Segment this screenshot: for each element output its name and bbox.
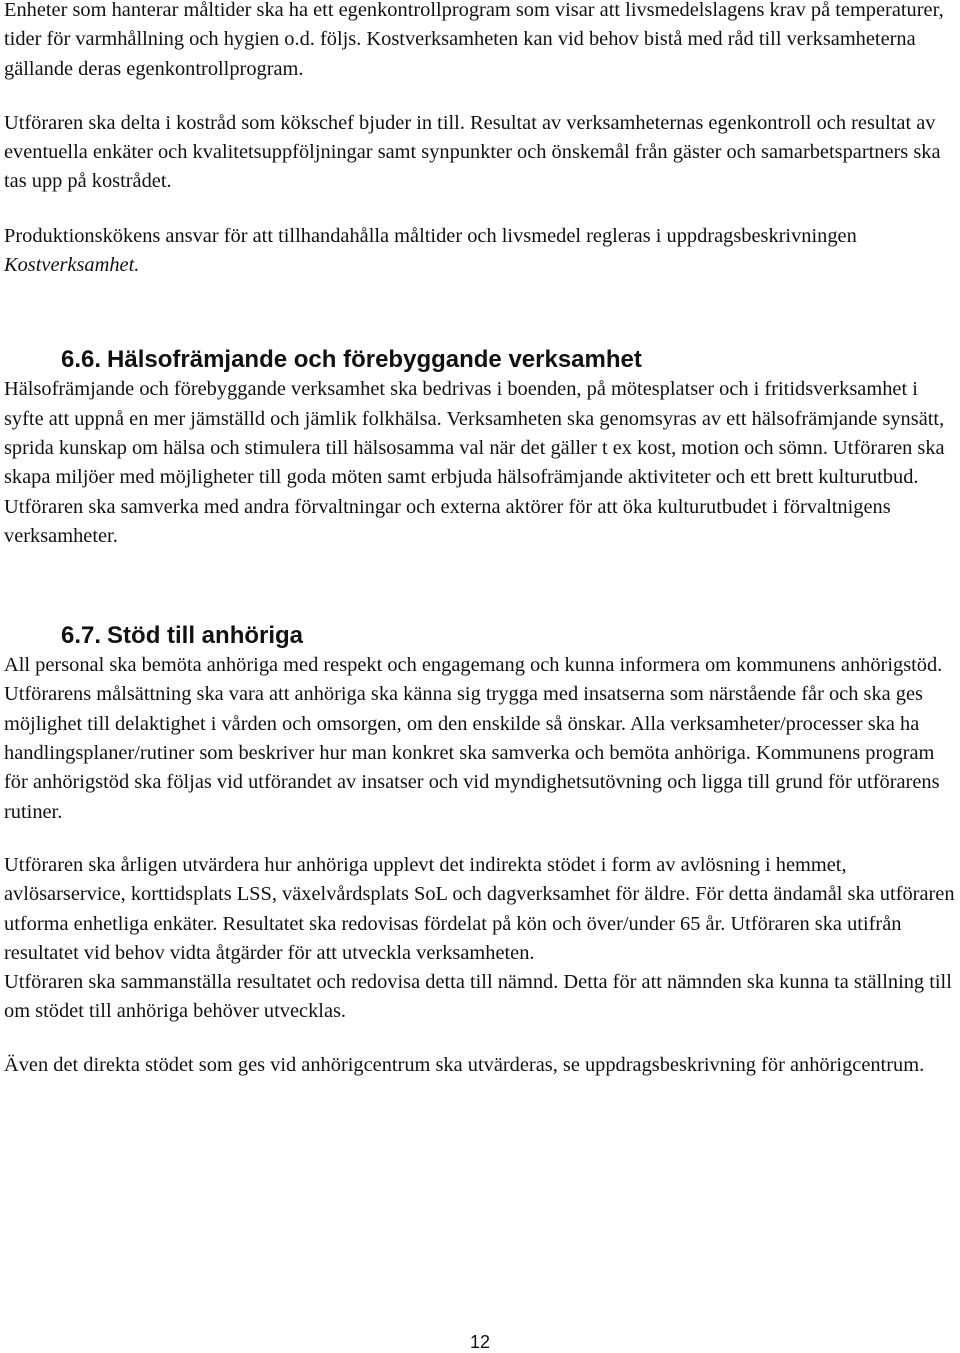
section-title-6-6: Hälsofrämjande och förebyggande verksamhet: [107, 346, 642, 374]
paragraph-kostrad: Utföraren ska delta i kostråd som kökschef bjuder in till. Resultat av verksamheternas egenkontroll och resultat av eventuella enkäter och kvalitetsuppföljningar samt synpunkter och önskemål från gäster och samarbetspartners ska tas upp på kostrådet.: [4, 111, 941, 193]
section-number-6-7: 6.7.: [61, 622, 102, 650]
paragraph-produktionskok: [4, 222, 958, 281]
section-number-6-6: 6.6.: [61, 346, 102, 374]
section-body-6-6: Hälsofrämjande och förebyggande verksamhet ska bedrivas i boenden, på mötesplatser och i fritidsverksamhet i syfte att uppnå en mer jämställd och jämlik folkhälsa. Verksamheten ska genomsyras av ett hälsofrämjande synsätt, sprida kunskap om hälsa och stimulera till hälsosamma val när det gäller t ex kost, motion och sömn. Utföraren ska skapa miljöer med möjligheter till goda möten samt erbjuda hälsofrämjande aktiviteter och ett brett kulturutbud. Utföraren ska samverka med andra förvaltningar och externa aktörer för att öka kulturutbudet i förvaltnigens verksamheter.: [4, 378, 945, 547]
paragraph-anhorigcentrum: Även det direkta stödet som ges vid anhörigcentrum ska utvärderas, se uppdragsbeskrivning för anhörigcentrum.: [4, 1053, 925, 1076]
paragraph-sammanstallning: Utföraren ska sammanställa resultatet och redovisa detta till nämnd. Detta för att nämnden ska kunna ta ställning till om stödet till anhöriga behöver utvecklas.: [4, 971, 952, 1023]
paragraph-egenkontroll: Enheter som hanterar måltider ska ha ett egenkontrollprogram som visar att livsmedelslagens krav på temperaturer, tider för varmhållning och hygien o.d. följs. Kostverksamheten kan vid behov bistå med råd till verksamheterna gällande deras egenkontrollprogram.: [4, 0, 944, 80]
section-title-6-7: Stöd till anhöriga: [107, 622, 304, 650]
paragraph-arlig-utvardering: Utföraren ska årligen utvärdera hur anhöriga upplevt det indirekta stödet i form av avlösning i hemmet, avlösarservice, korttidsplats LSS, växelvårdsplats SoL och dagverksamhet för äldre. För detta ändamål ska utföraren utforma enhetliga enkäter. Resultatet ska redovisas fördelat på kön och över/under 65 år. Utföraren ska utifrån resultatet vid behov vidta åtgärder för att utveckla verksamheten.: [4, 853, 955, 964]
section-body-6-7: All personal ska bemöta anhöriga med respekt och engagemang och kunna informera om kommunens anhörigstöd. Utförarens målsättning ska vara att anhöriga ska känna sig trygga med insatserna som närstående får och ska ges möjlighet till delaktighet i vården och omsorgen, om den enskilde så önskar. Alla verksamheter/processer ska ha handlingsplaner/rutiner som beskriver hur man konkret ska samverka och bemöta anhöriga. Kommunens program för anhörigstöd ska följas vid utförandet av insatser och vid myndighetsutövning och ligga till grund för utförarens rutiner.: [4, 654, 943, 823]
page-number: 12: [469, 1332, 491, 1352]
section-heading-6-7: [4, 621, 958, 651]
document-page: [4, 0, 958, 1080]
paragraph-produktionskok-text: Produktionskökens ansvar för att tillhandahålla måltider och livsmedel regleras i uppdragsbeskrivningen: [4, 224, 857, 247]
kostverksamhet-reference: Kostverksamhet.: [4, 254, 140, 277]
section-heading-6-6: [4, 345, 958, 375]
